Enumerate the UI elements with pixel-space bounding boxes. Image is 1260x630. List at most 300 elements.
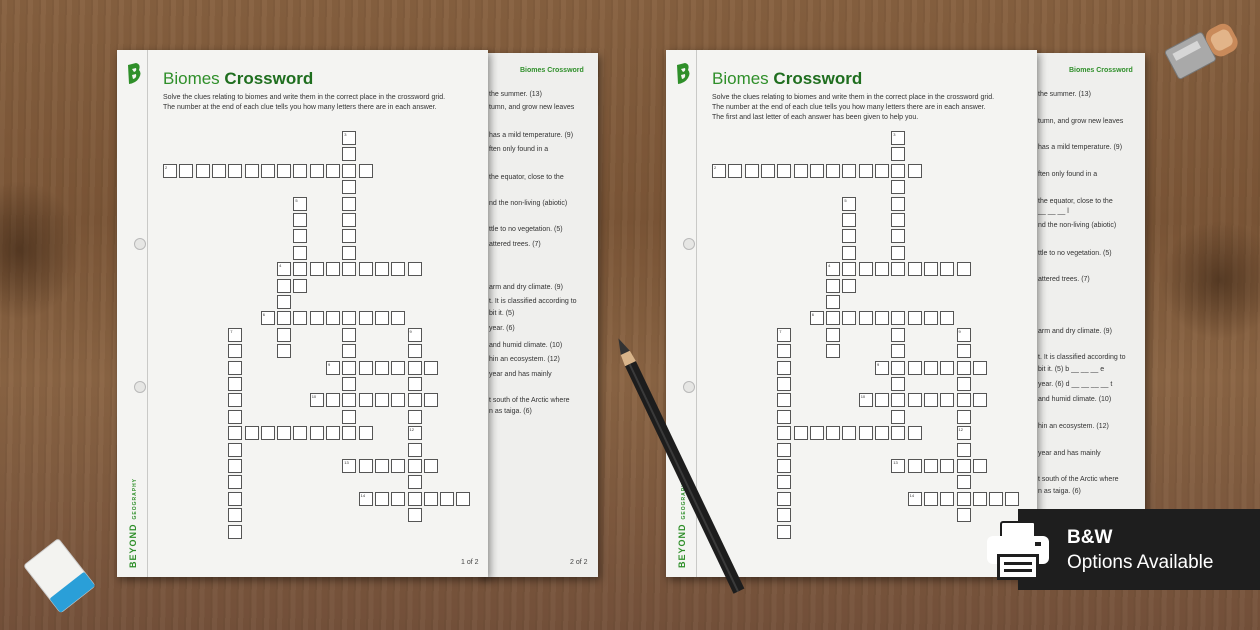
crossword-cell[interactable] [408,459,422,473]
crossword-cell[interactable] [842,246,856,260]
crossword-cell[interactable] [826,426,840,440]
crossword-cell[interactable] [228,459,242,473]
crossword-cell[interactable] [875,262,889,276]
crossword-cell[interactable] [440,492,454,506]
crossword-cell[interactable] [842,311,856,325]
clue-line: has a mild temperature. (9) [1038,144,1123,151]
crossword-cell[interactable] [908,262,922,276]
crossword-cell[interactable] [212,164,226,178]
clue-number: 9 [877,361,880,367]
crossword-cell[interactable] [777,164,791,178]
crossword-cell[interactable] [940,393,954,407]
crossword-cell[interactable] [310,262,324,276]
crossword-cell[interactable] [908,393,922,407]
clue-line: the equator, close to the [489,174,564,181]
crossword-cell[interactable] [408,361,422,375]
crossword-cell[interactable] [424,393,438,407]
clue-line: and humid climate. (10) [1038,396,1112,403]
crossword-cell[interactable] [957,443,971,457]
crossword-cell[interactable] [163,164,177,178]
crossword-cell[interactable] [908,361,922,375]
crossword-cell[interactable] [908,164,922,178]
clue-number: 14 [360,492,366,498]
crossword-cell[interactable] [408,426,422,440]
clue-line: n as taiga. (6) [489,408,532,415]
crossword-cell[interactable] [359,426,373,440]
wood-knot [0,180,80,320]
clue-number: 13 [893,460,898,465]
crossword-cell[interactable] [859,393,873,407]
crossword-cell[interactable] [424,361,438,375]
crossword-cell[interactable] [957,361,971,375]
crossword-cell[interactable] [228,361,242,375]
crossword-cell[interactable] [375,459,389,473]
crossword-cell[interactable] [875,311,889,325]
clue-line: tumn, and grow new leaves [489,104,575,111]
crossword-cell[interactable] [957,492,971,506]
crossword-cell[interactable] [245,164,259,178]
crossword-cell[interactable] [359,262,373,276]
crossword-cell[interactable] [891,180,905,194]
crossword-cell[interactable] [875,361,889,375]
crossword-cell[interactable] [777,344,791,358]
clue-line: attered trees. (7) [1038,276,1090,283]
crossword-cell[interactable] [957,410,971,424]
crossword-cell[interactable] [859,311,873,325]
crossword-cell[interactable] [777,410,791,424]
crossword-cell[interactable] [228,525,242,539]
crossword-cell[interactable] [408,393,422,407]
crossword-cell[interactable] [891,229,905,243]
crossword-cell[interactable] [408,328,422,342]
crossword-cell[interactable] [842,262,856,276]
crossword-cell[interactable] [891,213,905,227]
clue-number: 5 [295,197,298,203]
crossword-cell[interactable] [924,459,938,473]
crossword-cell[interactable] [842,213,856,227]
crossword-cell[interactable] [408,262,422,276]
crossword-cell[interactable] [842,279,856,293]
crossword-cell[interactable] [261,311,275,325]
crossword-cell[interactable] [940,311,954,325]
crossword-cell[interactable] [342,147,356,161]
page-header: Biomes Crossword [520,67,584,74]
crossword-cell[interactable] [342,426,356,440]
crossword-cell[interactable] [326,426,340,440]
crossword-cell[interactable] [359,164,373,178]
clue-number: 12 [409,427,414,433]
crossword-cell[interactable] [277,279,291,293]
crossword-cell[interactable] [957,328,971,342]
crossword-cell[interactable] [228,410,242,424]
crossword-cell[interactable] [359,361,373,375]
title-word-biomes: Biomes [163,69,220,88]
crossword-cell[interactable] [940,262,954,276]
clue-line: arm and dry climate. (9) [1038,328,1112,335]
crossword-cell[interactable] [826,328,840,342]
brand-wordmark [128,478,138,568]
worksheet-page-2 [1029,53,1145,577]
crossword-cell[interactable] [391,459,405,473]
crossword-cell[interactable] [342,410,356,424]
crossword-cell[interactable] [277,262,291,276]
crossword-cell[interactable] [728,164,742,178]
crossword-cell[interactable] [359,459,373,473]
crossword-cell[interactable] [408,492,422,506]
clue-line: t south of the Arctic where [489,397,570,404]
page-title [163,69,313,89]
crossword-cell[interactable] [326,361,340,375]
crossword-cell[interactable] [810,164,824,178]
crossword-cell[interactable] [408,377,422,391]
crossword-cell[interactable] [1005,492,1019,506]
clue-line: attered trees. (7) [489,241,541,248]
crossword-cell[interactable] [228,328,242,342]
crossword-cell[interactable] [277,328,291,342]
clue-number: 6 [811,312,815,318]
crossword-cell[interactable] [891,426,905,440]
clue-line: year. (6) d __ __ __ __ t [1038,381,1113,388]
crossword-cell[interactable] [745,164,759,178]
crossword-cell[interactable] [293,164,307,178]
crossword-cell[interactable] [924,311,938,325]
beyond-logo-icon [673,62,693,86]
crossword-cell[interactable] [408,443,422,457]
instructions-line: The first and last letter of each answer has been given to help you. [712,114,919,121]
crossword-cell[interactable] [359,311,373,325]
crossword-cell[interactable] [940,492,954,506]
clue-line: and humid climate. (10) [489,342,563,349]
crossword-cell[interactable] [891,328,905,342]
crossword-cell[interactable] [342,361,356,375]
crossword-cell[interactable] [826,295,840,309]
crossword-cell[interactable] [342,459,356,473]
crossword-cell[interactable] [310,311,324,325]
crossword-cell[interactable] [957,459,971,473]
crossword-cell[interactable] [342,393,356,407]
punch-hole [134,238,146,250]
crossword-cell[interactable] [228,492,242,506]
crossword-cell[interactable] [842,197,856,211]
clue-number: 5 [844,197,847,203]
clue-number: 3 [344,132,347,137]
clue-line: nd the non-living (abiotic) [1038,222,1117,229]
clue-line: year and has mainly [489,371,552,378]
crossword-cell[interactable] [310,426,324,440]
clue-number: 13 [344,460,349,465]
crossword-cell[interactable] [424,492,438,506]
crossword-cell[interactable] [842,229,856,243]
crossword-cell[interactable] [375,492,389,506]
clue-number: 10 [860,394,866,400]
crossword-cell[interactable] [908,492,922,506]
crossword-cell[interactable] [761,164,775,178]
crossword-cell[interactable] [973,459,987,473]
clue-number: 7 [230,328,233,334]
instructions-line: The number at the end of each clue tells you how many letters there are in each answer. [163,104,437,111]
crossword-cell[interactable] [408,508,422,522]
crossword-cell[interactable] [940,361,954,375]
clue-number: 10 [311,394,317,400]
clue-number: 4 [279,263,282,269]
wood-knot [1160,220,1260,340]
crossword-cell[interactable] [228,443,242,457]
crossword-cell[interactable] [359,393,373,407]
eraser-icon [10,510,120,620]
printer-icon [985,520,1051,582]
crossword-cell[interactable] [277,426,291,440]
crossword-cell[interactable] [777,361,791,375]
crossword-cell[interactable] [826,344,840,358]
crossword-cell[interactable] [310,393,324,407]
clue-line: year. (6) [489,325,515,332]
banner-subtitle: Options Available [1067,552,1214,573]
crossword-cell[interactable] [391,393,405,407]
clue-number: 2 [165,164,168,170]
crossword-cell[interactable] [826,262,840,276]
crossword-cell[interactable] [891,410,905,424]
punch-hole [683,238,695,250]
crossword-cell[interactable] [891,131,905,145]
clue-line: the equator, close to the [1038,198,1113,205]
crossword-cell[interactable] [859,164,873,178]
crossword-cell[interactable] [940,459,954,473]
crossword-cell[interactable] [924,262,938,276]
margin-line [147,50,148,577]
crossword-cell[interactable] [228,475,242,489]
crossword-cell[interactable] [342,328,356,342]
crossword-cell[interactable] [277,295,291,309]
crossword-cell[interactable] [777,328,791,342]
clue-line: year and has mainly [1038,450,1101,457]
crossword-cell[interactable] [957,426,971,440]
title-word-biomes: Biomes [712,69,769,88]
crossword-cell[interactable] [777,459,791,473]
crossword-cell[interactable] [293,229,307,243]
crossword-cell[interactable] [924,361,938,375]
page-header: Biomes Crossword [1069,67,1133,74]
crossword-cell[interactable] [293,311,307,325]
crossword-cell[interactable] [891,377,905,391]
brand-name: BEYOND [677,523,687,568]
crossword-cell[interactable] [375,311,389,325]
crossword-cell[interactable] [245,426,259,440]
crossword-cell[interactable] [891,311,905,325]
crossword-cell[interactable] [891,262,905,276]
page-title [712,69,862,89]
clue-line: the summer. (13) [1038,91,1091,98]
brand-sub: GEOGRAPHY [132,477,138,520]
crossword-cell[interactable] [908,311,922,325]
crossword-cell[interactable] [391,492,405,506]
crossword-cell[interactable] [810,426,824,440]
crossword-cell[interactable] [293,246,307,260]
crossword-cell[interactable] [342,131,356,145]
clue-number: 4 [828,263,831,269]
crossword-cell[interactable] [293,262,307,276]
crossword-cell[interactable] [391,311,405,325]
clue-line: t. It is classified according to [1038,354,1126,361]
crossword-cell[interactable] [891,147,905,161]
clue-line: ften only found in a [1038,171,1098,178]
crossword-cell[interactable] [826,164,840,178]
page-number: 1 of 2 [461,559,479,566]
crossword-cell[interactable] [228,164,242,178]
crossword-cell[interactable] [891,164,905,178]
clue-line: t south of the Arctic where [1038,476,1119,483]
instructions-line: Solve the clues relating to biomes and write them in the correct place in the crossword grid. [163,94,446,101]
crossword-cell[interactable] [277,344,291,358]
crossword-cell[interactable] [342,344,356,358]
crossword-cell[interactable] [342,180,356,194]
crossword-cell[interactable] [842,164,856,178]
crossword-cell[interactable] [228,508,242,522]
crossword-cell[interactable] [891,197,905,211]
crossword-cell[interactable] [228,377,242,391]
crossword-cell[interactable] [277,164,291,178]
crossword-cell[interactable] [228,426,242,440]
crossword-cell[interactable] [293,213,307,227]
crossword-cell[interactable] [342,197,356,211]
crossword-cell[interactable] [196,164,210,178]
crossword-cell[interactable] [777,492,791,506]
crossword-cell[interactable] [359,492,373,506]
crossword-cell[interactable] [456,492,470,506]
crossword-cell[interactable] [342,377,356,391]
crossword-cell[interactable] [342,262,356,276]
clue-line: nd the non-living (abiotic) [489,200,568,207]
crossword-cell[interactable] [777,508,791,522]
clue-line: ttle to no vegetation. (5) [489,226,563,233]
bw-options-banner [1018,509,1260,590]
crossword-cell[interactable] [957,508,971,522]
crossword-cell[interactable] [794,164,808,178]
clue-line: bit it. (5) b __ __ __ e [1038,366,1105,373]
crossword-cell[interactable] [777,377,791,391]
crossword-cell[interactable] [424,459,438,473]
crossword-cell[interactable] [924,393,938,407]
instructions-line: Solve the clues relating to biomes and write them in the correct place in the crossword grid. [712,94,995,101]
crossword-cell[interactable] [859,262,873,276]
clue-line: hin an ecosystem. (12) [489,356,560,363]
crossword-cell[interactable] [875,426,889,440]
crossword-cell[interactable] [228,393,242,407]
crossword-cell[interactable] [391,262,405,276]
crossword-cell[interactable] [826,279,840,293]
crossword-cell[interactable] [859,426,873,440]
crossword-cell[interactable] [891,393,905,407]
clue-line: arm and dry climate. (9) [489,284,563,291]
crossword-cell[interactable] [891,344,905,358]
crossword-cell[interactable] [326,164,340,178]
crossword-cell[interactable] [375,262,389,276]
clue-line: __ __ __ l [1038,208,1069,215]
crossword-cell[interactable] [957,377,971,391]
crossword-cell[interactable] [826,311,840,325]
crossword-cell[interactable] [408,410,422,424]
crossword-cell[interactable] [342,311,356,325]
clue-number: 14 [909,492,915,498]
clue-line: ften only found in a [489,146,549,153]
crossword-cell[interactable] [891,246,905,260]
crossword-cell[interactable] [777,525,791,539]
page-number: 2 of 2 [570,559,588,566]
crossword-cell[interactable] [842,426,856,440]
crossword-cell[interactable] [908,459,922,473]
crossword-cell[interactable] [293,197,307,211]
crossword-cell[interactable] [342,164,356,178]
crossword-cell[interactable] [973,361,987,375]
crossword-cell[interactable] [777,426,791,440]
crossword-cell[interactable] [342,246,356,260]
pencil-sharpener-icon [1160,14,1250,84]
crossword-cell[interactable] [342,213,356,227]
crossword-cell[interactable] [875,393,889,407]
clue-line: has a mild temperature. (9) [489,132,574,139]
clue-number: 9 [958,328,961,334]
crossword-cell[interactable] [957,475,971,489]
crossword-cell[interactable] [957,262,971,276]
crossword-cell[interactable] [261,426,275,440]
crossword-cell[interactable] [375,393,389,407]
clue-line: n as taiga. (6) [1038,488,1081,495]
crossword-cell[interactable] [973,492,987,506]
crossword-cell[interactable] [891,361,905,375]
crossword-cell[interactable] [957,393,971,407]
crossword-cell[interactable] [408,475,422,489]
crossword-cell[interactable] [908,426,922,440]
crossword-cell[interactable] [261,164,275,178]
crossword-cell[interactable] [973,393,987,407]
crossword-cell[interactable] [277,311,291,325]
clue-line: hin an ecosystem. (12) [1038,423,1109,430]
crossword-cell[interactable] [875,164,889,178]
crossword-cell[interactable] [712,164,726,178]
crossword-cell[interactable] [924,492,938,506]
crossword-cell[interactable] [293,279,307,293]
crossword-cell[interactable] [391,361,405,375]
clue-number: 9 [328,361,331,367]
clue-line: ttle to no vegetation. (5) [1038,250,1112,257]
crossword-cell[interactable] [342,229,356,243]
crossword-cell[interactable] [326,393,340,407]
clue-line: the summer. (13) [489,91,542,98]
crossword-cell[interactable] [228,344,242,358]
crossword-cell[interactable] [777,443,791,457]
crossword-cell[interactable] [794,426,808,440]
crossword-cell[interactable] [777,393,791,407]
title-word-crossword: Crossword [224,69,314,88]
punch-hole [134,381,146,393]
crossword-cell[interactable] [293,426,307,440]
crossword-cell[interactable] [326,262,340,276]
crossword-cell[interactable] [957,344,971,358]
crossword-cell[interactable] [375,361,389,375]
crossword-cell[interactable] [408,344,422,358]
crossword-cell[interactable] [179,164,193,178]
worksheet-page-1 [117,50,488,577]
title-word-crossword: Crossword [773,69,863,88]
clue-line: bit it. (5) [489,310,515,317]
crossword-cell[interactable] [810,311,824,325]
brand-name: BEYOND [128,523,138,568]
crossword-cell[interactable] [326,311,340,325]
crossword-cell[interactable] [891,459,905,473]
crossword-cell[interactable] [777,475,791,489]
pencil-icon [605,335,765,615]
crossword-cell[interactable] [310,164,324,178]
crossword-cell[interactable] [989,492,1003,506]
